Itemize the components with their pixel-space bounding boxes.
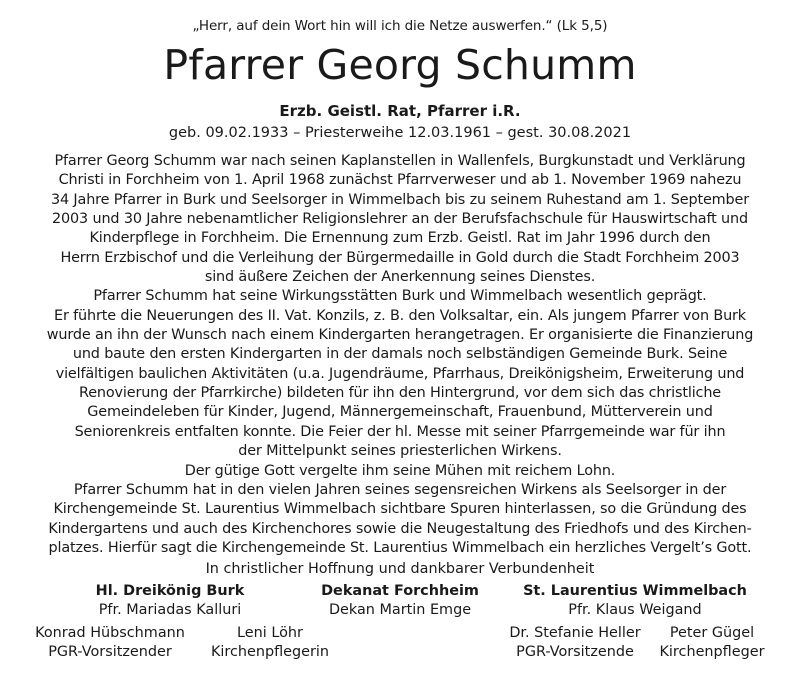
closing-line: In christlicher Hoffnung und dankbarer Verbundenheit xyxy=(205,561,595,577)
body-line: 2003 und 30 Jahre nebenamtlicher Religionslehrer an der Berufsfachschule für Hauswirtschaft und xyxy=(52,211,748,228)
body-line: Kindergartens und auch des Kirchenchores sowie die Neugestaltung des Friedhofs und des Kirchen- xyxy=(48,520,752,537)
signature-heading: St. Laurentius Wimmelbach xyxy=(523,583,747,599)
body-line: wurde an ihn der Wunsch nach einem Kindergarten herangetragen. Er organisierte die Finanzierung xyxy=(46,327,754,344)
body-line: Kirchengemeinde St. Laurentius Wimmelbach sichtbare Spuren hinterlassen, so die Gründung des xyxy=(53,501,747,518)
body-line: Christi in Forchheim von 1. April 1968 zunächst Pfarrverweser und ab 1. November 1969 nahezu xyxy=(58,172,742,189)
body-line: und baute den ersten Kindergarten in der damals noch selbständigen Gemeinde Burk. Seine xyxy=(72,346,728,363)
body-line: Seniorenkreis entfalten konnte. Die Feier der hl. Messe mit seiner Pfarrgemeinde war für ihn xyxy=(74,423,726,440)
signature-pastor: Pfr. Mariadas Kalluri xyxy=(98,602,242,619)
signature-person xyxy=(30,624,190,663)
signature-burk xyxy=(60,582,280,621)
body-line: Gemeindeleben für Kinder, Jugend, Männergemeinschaft, Frauenbund, Mütterverein und xyxy=(87,404,713,421)
signature-person-role: PGR-Vorsitzender xyxy=(48,644,172,661)
signature-wimmelbach xyxy=(500,582,770,621)
signature-person-name: Konrad Hübschmann xyxy=(35,625,185,641)
body-line: Pfarrer Georg Schumm war nach seinen Kaplanstellen in Wallenfels, Burgkunstadt und Verklärung xyxy=(54,153,746,169)
notice-subtitle: Erzb. Geistl. Rat, Pfarrer i.R. xyxy=(279,102,521,120)
signature-pastor: Pfr. Klaus Weigand xyxy=(568,602,702,619)
bible-quote: „Herr, auf dein Wort hin will ich die Netze auswerfen.“ (Lk 5,5) xyxy=(192,18,608,34)
body-line: Er führte die Neuerungen des II. Vat. Konzils, z. B. den Volksaltar, ein. Als jungem Pfarrer von Burk xyxy=(54,307,746,324)
signature-person-role: PGR-Vorsitzende xyxy=(516,644,634,661)
signature-person xyxy=(200,624,340,663)
body-line: Der gütige Gott vergelte ihm seine Mühen mit reichem Lohn. xyxy=(184,462,616,479)
signature-heading: Hl. Dreikönig Burk xyxy=(95,583,245,599)
signature-person-name: Leni Löhr xyxy=(237,625,303,641)
obituary-body xyxy=(30,152,770,558)
body-line: 34 Jahre Pfarrer in Burk und Seelsorger in Wimmelbach bis zu seinem Ruhestand am 1. September xyxy=(51,191,749,208)
signature-person xyxy=(500,624,650,663)
signature-person-name: Peter Gügel xyxy=(669,625,755,641)
body-line: Pfarrer Schumm hat in den vielen Jahren seines segensreichen Wirkens als Seelsorger in der xyxy=(73,481,727,498)
body-line: platzes. Hierfür sagt die Kirchengemeinde St. Laurentius Wimmelbach ein herzliches Vergelt’s Gott. xyxy=(48,539,752,556)
signature-dekanat xyxy=(300,582,500,621)
body-line: Renovierung der Pfarrkirche) bildeten für ihn den Hintergrund, vor dem sich das christliche xyxy=(79,385,721,402)
notice-title: Pfarrer Georg Schumm xyxy=(163,41,637,89)
signature-heading: Dekanat Forchheim xyxy=(321,583,479,599)
signature-person xyxy=(648,624,776,663)
body-line: vielfältigen baulichen Aktivitäten (u.a. Jugendräume, Pfarrhaus, Dreikönigsheim, Erweiterung und xyxy=(55,365,745,382)
life-dates: geb. 09.02.1933 – Priesterweihe 12.03.1961 – gest. 30.08.2021 xyxy=(168,125,632,141)
body-line: der Mittelpunkt seines priesterlichen Wirkens. xyxy=(238,443,562,460)
body-line: Kinderpflege in Forchheim. Die Ernennung zum Erzb. Geistl. Rat im Jahr 1996 durch den xyxy=(89,230,711,247)
signature-dean: Dekan Martin Emge xyxy=(328,602,472,619)
body-line: Herrn Erzbischof und die Verleihung der Bürgermedaille in Gold durch die Stadt Forchheim 2003 xyxy=(60,249,740,266)
body-line: sind äußere Zeichen der Anerkennung seines Dienstes. xyxy=(204,269,596,286)
signature-person-role: Kirchenpfleger xyxy=(659,644,765,661)
signature-person-name: Dr. Stefanie Heller xyxy=(509,625,641,641)
body-line: Pfarrer Schumm hat seine Wirkungsstätten Burk und Wimmelbach wesentlich geprägt. xyxy=(93,288,707,305)
signature-person-role: Kirchenpflegerin xyxy=(210,644,330,661)
